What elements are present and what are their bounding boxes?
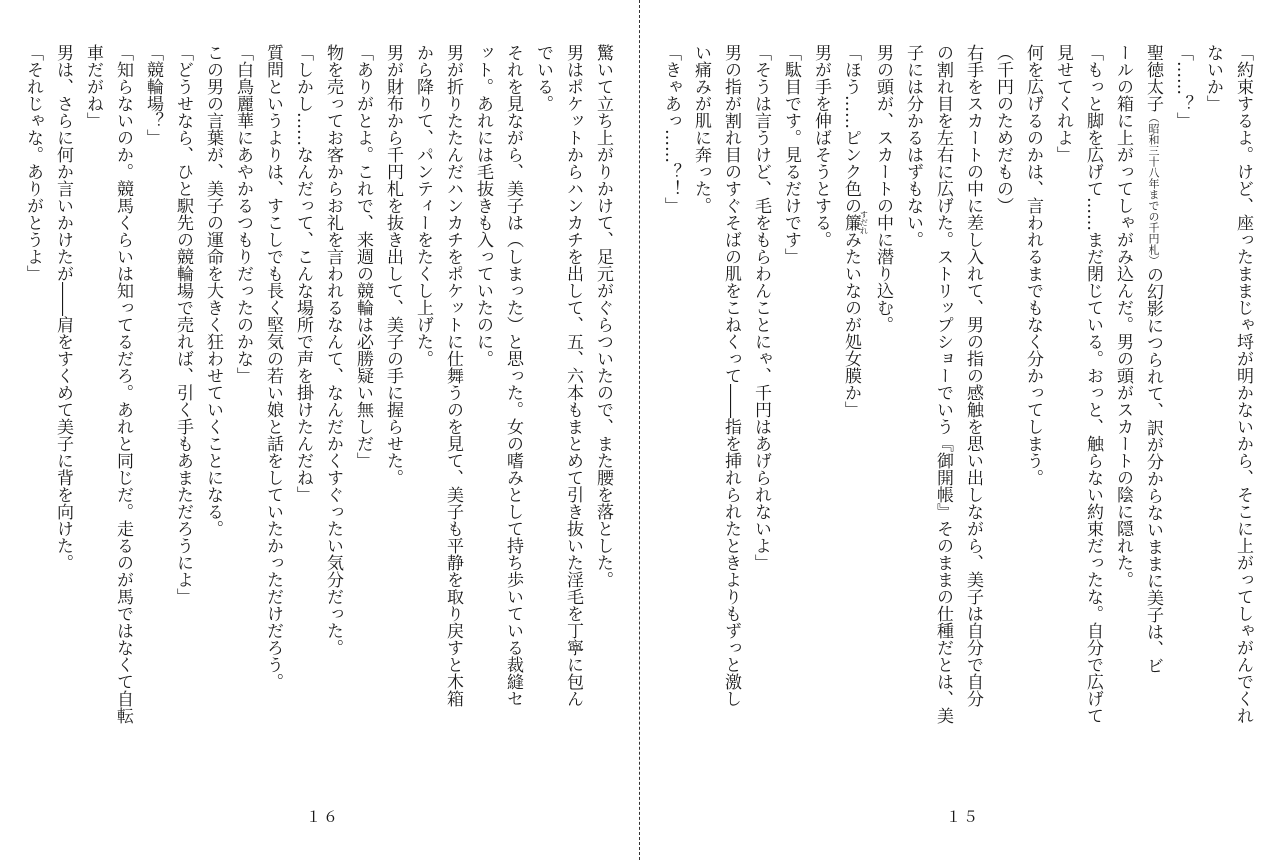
text-segment: みたいなのが処女膜か」 [841,231,861,418]
text-line: の割れ目を左右に広げた。ストリップショーでいう『御開帳』そのままの仕種だとは、美 [933,44,953,724]
ruby-base: 簾 [841,210,861,235]
text-line: 「駄目です。見るだけです」 [781,44,801,265]
text-line: 「約束するよ。けど、座ったままじゃ埒が明かないから、そこに上がってしゃがんでくれ [1233,44,1253,724]
text-line: それを見ながら、美子は（しまった）と思った。女の嗜みとして持ち歩いている裁縫セ [503,44,523,707]
text-line: 男は、さらに何か言いかけたが――肩をすくめて美子に背を向けた。 [53,44,73,571]
text-line: 「……？」 [1173,44,1193,129]
text-line: 「白鳥麗華にあやかるつもりだったのかな」 [233,44,253,384]
text-line [836,44,868,744]
text-line: 男が財布から千円札を抜き出して、美子の手に握らせた。 [383,44,403,486]
ruby-reading: すだれ [859,210,869,235]
page-text [18,44,618,744]
text-line: 「知らないのか。競馬くらいは知ってるだろ。あれと同じだ。走るのが馬ではなくて自転 [113,44,133,724]
text-line: 「しかし……なんだって、こんな場所で声を掛けたんだね」 [293,44,313,503]
ruby-word [841,210,869,235]
page-15 [640,0,1280,860]
text-line: 車だがね」 [83,44,103,129]
text-line: ないか」 [1203,44,1223,112]
text-line: 右手をスカートの中に差し入れて、男の指の感触を思い出しながら、美子は自分で自分 [963,44,983,707]
text-line: ールの箱に上がってしゃがみ込んだ。男の頭がスカートの陰に隠れた。 [1113,44,1133,588]
page-number: １５ [946,808,981,826]
text-line: 「もっと脚を広げて……まだ閉じている。おっと、触らない約束だったな。自分で広げて [1083,44,1103,724]
text-line [1138,44,1168,744]
inline-note: （昭和三十八年までの千円札） [1147,112,1160,266]
text-line: 子には分かるはずもない。 [903,44,923,248]
text-line: 「どうせなら、ひと駅先の競輪場で売れば、引く手もあまただろうによ」 [173,44,193,605]
text-line: 「きゃあっ……？！」 [661,44,681,214]
text-segment: の幻影につられて、訳が分からないままに美子は、ビ [1143,266,1163,674]
text-line: 驚いて立ち上がりかけて、足元がぐらついたので、また腰を落とした。 [593,44,613,588]
text-line: （千円のためだもの） [993,44,1013,214]
text-line: 男が手を伸ばそうとする。 [811,44,831,248]
text-line: い痛みが肌に奔った。 [691,44,711,214]
text-line: 物を売ってお客からお礼を言われるなんて、なんだかくすぐったい気分だった。 [323,44,343,656]
text-line: 男はポケットからハンカチを出して、五、六本もまとめて引き抜いた淫毛を丁寧に包ん [563,44,583,707]
text-line: この男の言葉が、美子の運命を大きく狂わせていくことになる。 [203,44,223,537]
text-line: から降りて、パンティーをたくし上げた。 [413,44,433,367]
text-segment: 「ほう……ピンク色の [841,44,861,214]
text-line: 質問というよりは、すこしでも長く堅気の若い娘と話をしていたかっただけだろう。 [263,44,283,690]
text-line: 何を広げるのかは、言われるまでもなく分かってしまう。 [1023,44,1043,486]
text-line: 男の頭が、スカートの中に潜り込む。 [873,44,893,333]
text-line: 男が折りたたんだハンカチをポケットに仕舞うのを見て、美子も平静を取り戻すと木箱 [443,44,463,707]
text-line: 「それじゃな。ありがとうよ」 [23,44,43,282]
text-line: でいる。 [533,44,553,112]
text-line: 男の指が割れ目のすぐそばの肌をこねくって――指を挿れられたときよりもずっと激し [721,44,741,707]
text-line: 「ありがとよ。これで、来週の競輪は必勝疑い無しだ」 [353,44,373,469]
page-text [656,44,1258,744]
text-line: 見せてくれよ」 [1053,44,1073,163]
text-segment: 聖徳太子 [1143,44,1163,112]
text-line: ット。あれには毛抜きも入っていたのに。 [473,44,493,367]
text-line: 「そうは言うけど、毛をもらわんことにゃ、千円はあげられないよ」 [751,44,771,571]
text-line: 「競輪場？」 [143,44,163,146]
page-number: １６ [306,808,341,826]
